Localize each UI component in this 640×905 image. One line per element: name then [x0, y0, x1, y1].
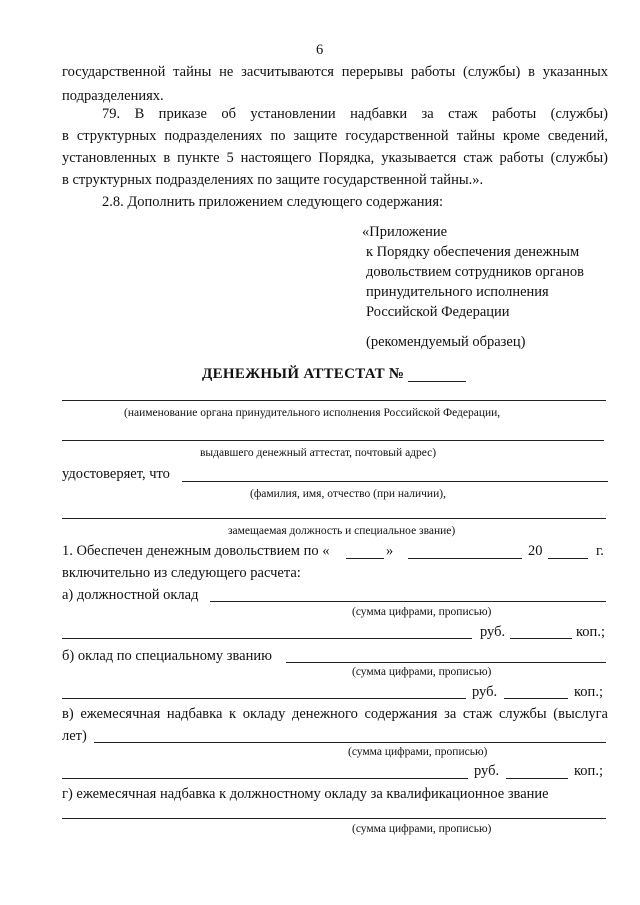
appendix-note: (рекомендуемый образец) — [366, 334, 526, 350]
year-suffix: г. — [596, 543, 604, 559]
month-field[interactable] — [408, 558, 522, 559]
form-title: ДЕНЕЖНЫЙ АТТЕСТАТ № — [202, 366, 405, 382]
org-name-field[interactable] — [62, 400, 606, 401]
paragraph-line: государственной тайны не засчитываются перерывы работы (службы) в указанных — [62, 64, 608, 80]
item-g-label: г) ежемесячная надбавка к должностному окладу за квалификационное звание — [62, 786, 549, 802]
paragraph-line: в структурных подразделениях по защите государственной тайны.». — [62, 172, 484, 188]
field-hint: (фамилия, имя, отчество (при наличии), — [250, 488, 446, 500]
kop-label: коп.; — [574, 684, 603, 700]
item-a-sum-field[interactable] — [62, 638, 472, 639]
org-address-field[interactable] — [62, 440, 604, 441]
rub-label: руб. — [480, 624, 506, 640]
item-v-line2: лет) — [62, 728, 87, 744]
item-a-kop-field[interactable] — [510, 638, 572, 639]
field-hint: (сумма цифрами, прописью) — [348, 746, 488, 758]
field-hint: (сумма цифрами, прописью) — [352, 606, 492, 618]
appendix-line: довольствием сотрудников органов — [366, 264, 584, 280]
kop-label: коп.; — [576, 624, 605, 640]
field-hint: (наименование органа принудительного исполнения Российской Федерации, — [124, 407, 501, 419]
full-name-field[interactable] — [182, 481, 608, 482]
year-field[interactable] — [548, 558, 588, 559]
paragraph-line: подразделениях. — [62, 88, 164, 104]
item-g-field[interactable] — [62, 818, 606, 819]
item-v-sum-field[interactable] — [62, 778, 468, 779]
appendix-line: Российской Федерации — [366, 304, 510, 320]
appendix-line: к Порядку обеспечения денежным — [366, 244, 580, 260]
paragraph-line: установленных в пункте 5 настоящего Порядка, указывается стаж работы (службы) — [62, 150, 608, 166]
paragraph-line: 2.8. Дополнить приложением следующего содержания: — [102, 194, 444, 210]
rub-label: руб. — [472, 684, 498, 700]
certifies-label: удостоверяет, что — [62, 466, 170, 482]
kop-label: коп.; — [574, 763, 603, 779]
paragraph-line: в структурных подразделениях по защите государственной тайны кроме сведений, — [62, 128, 608, 144]
item1-text: 1. Обеспечен денежным довольствием по « — [62, 543, 330, 559]
attestat-number-field[interactable] — [408, 381, 466, 382]
appendix-line: принудительного исполнения — [366, 284, 549, 300]
item-b-kop-field[interactable] — [504, 698, 568, 699]
item-v-kop-field[interactable] — [506, 778, 568, 779]
day-field[interactable] — [346, 558, 384, 559]
item1-line2: включительно из следующего расчета: — [62, 565, 301, 581]
field-hint: (сумма цифрами, прописью) — [352, 666, 492, 678]
field-hint: замещаемая должность и специальное звание) — [228, 525, 456, 537]
item-v-line1: в) ежемесячная надбавка к окладу денежного содержания за стаж службы (выслуга — [62, 706, 608, 722]
field-hint: выдавшего денежный аттестат, почтовый адрес) — [200, 447, 437, 459]
year-prefix: 20 — [528, 543, 543, 559]
paragraph-line: 79. В приказе об установлении надбавки за стаж работы (службы) — [102, 106, 608, 122]
item-b-label: б) оклад по специальному званию — [62, 648, 272, 664]
item-b-field[interactable] — [286, 662, 606, 663]
item-a-field[interactable] — [210, 601, 606, 602]
rub-label: руб. — [474, 763, 500, 779]
page-number: 6 — [316, 42, 324, 58]
item1-quote: » — [386, 543, 394, 559]
item-v-field[interactable] — [94, 742, 606, 743]
field-hint: (сумма цифрами, прописью) — [352, 823, 492, 835]
position-field[interactable] — [62, 518, 606, 519]
item-a-label: а) должностной оклад — [62, 587, 199, 603]
item-b-sum-field[interactable] — [62, 698, 466, 699]
appendix-heading: «Приложение — [362, 224, 448, 240]
